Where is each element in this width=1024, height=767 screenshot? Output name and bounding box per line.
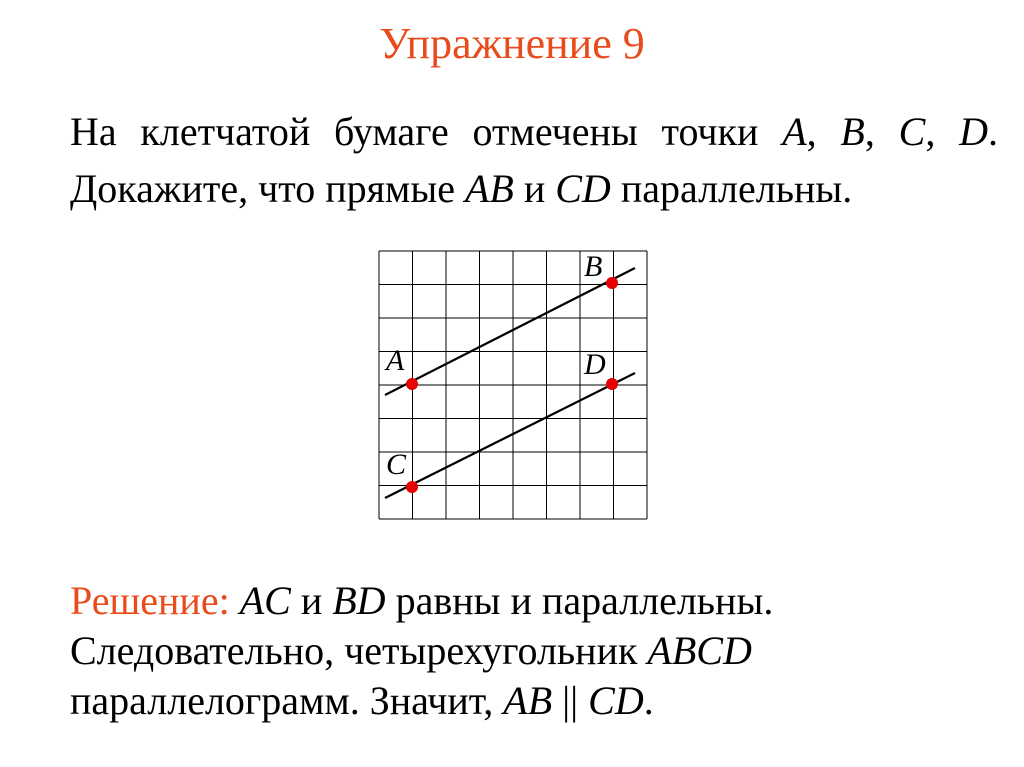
problem-separator: , <box>864 109 899 154</box>
line-name-ab: AB <box>503 678 553 723</box>
solution-text-part: равны и параллельны. <box>385 578 774 623</box>
problem-text-part: параллельны. <box>610 166 853 211</box>
solution-line-1 <box>70 576 1000 626</box>
solution-line-3 <box>70 676 1000 726</box>
problem-text-part: На клетчатой бумаге отмечены точки <box>70 109 783 154</box>
point-a <box>406 378 418 390</box>
point-name-d: D <box>959 109 989 154</box>
solution-label: Решение: <box>70 578 230 623</box>
line-name-cd: CD <box>588 678 644 723</box>
point-name-c: C <box>898 109 926 154</box>
grid-figure <box>372 246 656 526</box>
solution-line-2 <box>70 626 1000 676</box>
line-name-ab: AB <box>464 166 514 211</box>
solution-text-part: Следовательно, четырехугольник <box>70 628 648 673</box>
label-a: A <box>386 344 405 377</box>
problem-separator: , <box>806 109 841 154</box>
parallel-sign: || <box>552 678 589 723</box>
line-cd <box>385 373 635 498</box>
label-c: C <box>386 448 407 481</box>
problem-text <box>70 103 998 217</box>
point-d <box>606 378 618 390</box>
point-b <box>606 277 618 289</box>
label-b: B <box>584 250 603 283</box>
problem-separator: , <box>925 109 960 154</box>
point-c <box>406 481 418 493</box>
solution-text-part: и <box>290 578 333 623</box>
label-d: D <box>584 348 606 381</box>
segment-name-bd: BD <box>332 578 386 623</box>
quadrilateral-name: ABCD <box>647 628 752 673</box>
line-name-cd: CD <box>555 166 611 211</box>
point-name-a: A <box>782 109 807 154</box>
segment-name-ac: AC <box>239 578 291 623</box>
solution-text-part: . <box>643 678 654 723</box>
point-name-b: B <box>840 109 865 154</box>
solution-text-part: параллелограмм. Значит, <box>70 678 504 723</box>
slide-title: Упражнение 9 <box>379 19 645 68</box>
solution-text-part <box>230 578 240 623</box>
problem-text-part: и <box>513 166 556 211</box>
problem-text-part: . Докажите, что прямые <box>70 109 999 211</box>
solution-text <box>70 576 1000 726</box>
